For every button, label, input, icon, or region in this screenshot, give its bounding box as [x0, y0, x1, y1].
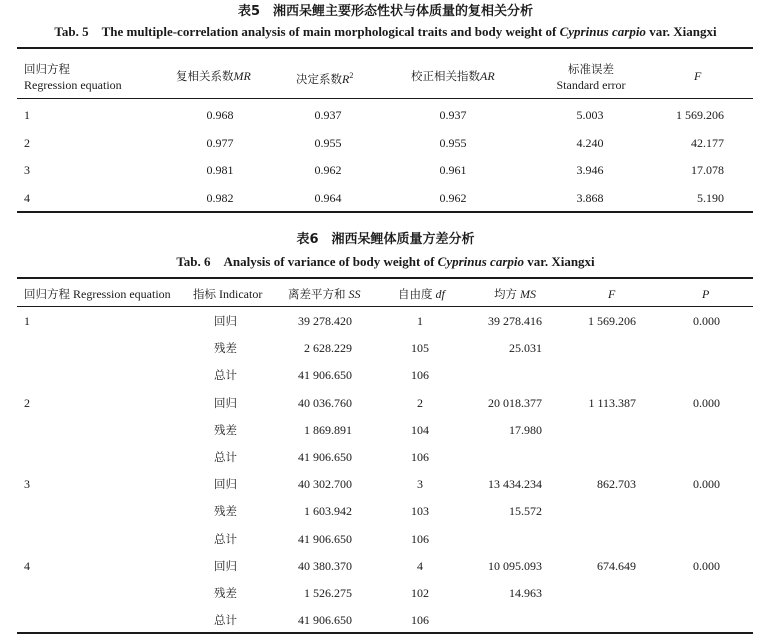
table6-cell-ss: 40 036.760: [298, 395, 352, 410]
table6-cell-df: 105: [411, 341, 429, 356]
table6-header-df: [398, 287, 445, 301]
table5-cell-r2: 0.937: [314, 108, 342, 122]
table6-header-ms: [494, 287, 536, 301]
table6-cell-f: 1 113.387: [588, 395, 636, 410]
table6-cell-df: 104: [411, 422, 429, 437]
table6-cell-df: 103: [411, 504, 429, 519]
table6-cell-ind: 残差: [214, 504, 237, 519]
table5-top-rule: [17, 47, 753, 49]
table5-cell-se: 5.003: [576, 108, 604, 122]
table6-cell-df: 2: [417, 395, 423, 410]
table5-header-r2-cn: 决定系数: [296, 72, 342, 86]
table6-caption-en: [0, 253, 771, 271]
table5-caption-en: [0, 23, 771, 41]
table5-cell-eq: 4: [24, 190, 30, 205]
table6-cell-ss: 41 906.650: [298, 368, 352, 383]
table6-header-indicator-en: Indicator: [219, 287, 263, 301]
table6-cell-ss: 1 603.942: [304, 504, 352, 519]
table6-cell-ss: 1 526.275: [304, 586, 352, 600]
table6-header-ms-cn: 均方: [494, 287, 517, 301]
table6-cell-df: 102: [411, 586, 429, 600]
table6-cell-ind: 残差: [214, 341, 237, 356]
table6-cell-f: 862.703: [597, 477, 636, 492]
table6-header-p: P: [702, 287, 710, 301]
table6-cell-ss: 40 380.370: [298, 558, 352, 573]
table5-header-mr-sym: MR: [233, 69, 251, 83]
table6-header-indicator-cn: 指标: [193, 287, 216, 301]
table6-cell-ss: 1 869.891: [304, 422, 352, 437]
table5-header-se-cn: 标准误差: [568, 62, 614, 76]
table5-header-mr: [176, 69, 251, 83]
table5-header-se: [546, 62, 636, 92]
table6-header-ss-sym: SS: [348, 287, 361, 301]
table5-header-r2-sup: 2: [349, 71, 354, 80]
table5-cell-f: 42.177: [691, 135, 724, 150]
table5-caption-en-post: var. Xiangxi: [645, 24, 717, 39]
table5-cell-ar: 0.955: [439, 135, 467, 150]
table6-cell-ms: 14.963: [509, 586, 542, 600]
table5-cell-f: 17.078: [691, 163, 724, 177]
table6-header-equation: [24, 287, 171, 301]
table5-header-equation: [24, 62, 122, 92]
table6-cell-ind: 回归: [214, 395, 237, 410]
table6-cell-ind: 回归: [214, 314, 237, 328]
table5-bottom-rule: [17, 211, 753, 213]
table6-header-indicator: [193, 287, 262, 301]
table6-cell-ss: 39 278.420: [298, 314, 352, 328]
table6-cell-p: 0.000: [693, 558, 720, 573]
table6-header-equation-cn: 回归方程: [24, 287, 70, 301]
table6-cell-ind: 残差: [214, 586, 237, 600]
table6-header-ss: [288, 287, 361, 301]
table5-cell-ar: 0.962: [439, 190, 467, 205]
table5-cell-mr: 0.981: [206, 163, 234, 177]
table5-cell-mr: 0.982: [206, 190, 234, 205]
table5-cell-ar: 0.961: [439, 163, 467, 177]
table6-cell-eq: 2: [24, 395, 30, 410]
table6-bottom-rule: [17, 632, 753, 634]
table6-header-f: F: [608, 287, 616, 301]
table5-cell-mr: 0.977: [206, 135, 234, 150]
table6-cell-ind: 回归: [214, 477, 237, 492]
table6-cell-ss: 40 302.700: [298, 477, 352, 492]
table5-cell-ar: 0.937: [439, 108, 467, 122]
table6-cell-ms: 17.980: [509, 422, 542, 437]
table6-cell-df: 3: [417, 477, 423, 492]
table5-header-equation-cn: 回归方程: [24, 62, 70, 76]
table6-caption-species: Cyprinus carpio: [437, 254, 524, 269]
table5-header-ar: [411, 69, 495, 83]
table6-cell-df: 106: [411, 368, 429, 383]
table5-cell-r2: 0.962: [314, 163, 342, 177]
table6-cell-ss: 41 906.650: [298, 450, 352, 464]
table5-cell-r2: 0.964: [314, 190, 342, 205]
table5-header-r2-sym: R: [342, 72, 350, 86]
table6-header-df-cn: 自由度: [398, 287, 433, 301]
table6-header-rule: [17, 306, 753, 307]
table5-header-f: F: [694, 69, 702, 83]
table6-top-rule: [17, 277, 753, 279]
table5-header-r2: [296, 69, 353, 86]
table5-cell-eq: 2: [24, 135, 30, 150]
table5-cell-se: 4.240: [576, 135, 604, 150]
table5-cell-f: 1 569.206: [676, 108, 724, 122]
table6-cell-ms: 10 095.093: [488, 558, 542, 573]
table5-header-ar-sym: AR: [480, 69, 495, 83]
table6-caption-cn: 表6 湘西呆鲤体质量方差分析: [296, 232, 475, 247]
table5-cell-f: 5.190: [697, 190, 724, 205]
table6-cell-ss: 41 906.650: [298, 531, 352, 546]
table5-cell-se: 3.868: [576, 190, 604, 205]
table6-caption-en-pre: Tab. 6 Analysis of variance of body weight of: [176, 254, 438, 269]
table6-cell-ms: 15.572: [509, 504, 542, 519]
table5-caption-cn: 表5 湘西呆鲤主要形态性状与体质量的复相关分析: [237, 4, 534, 19]
table6-cell-df: 106: [411, 531, 429, 546]
table6-cell-ss: 2 628.229: [304, 341, 352, 356]
table5-header-rule: [17, 98, 753, 99]
table6-header-df-sym: df: [435, 287, 445, 301]
table6-caption-en-post: var. Xiangxi: [524, 254, 595, 269]
table6-cell-eq: 3: [24, 477, 30, 492]
table6-cell-df: 4: [417, 558, 423, 573]
table5-cell-eq: 1: [24, 108, 30, 122]
table6-cell-ind: 总计: [214, 368, 237, 383]
table6-cell-p: 0.000: [693, 314, 720, 328]
table6-cell-eq: 4: [24, 558, 30, 573]
table6-header-ss-cn: 离差平方和: [288, 287, 346, 301]
table6-cell-ms: 39 278.416: [488, 314, 542, 328]
table6-cell-f: 674.649: [597, 558, 636, 573]
table6-cell-eq: 1: [24, 314, 30, 328]
table6-cell-ind: 回归: [214, 558, 237, 573]
table6-cell-ind: 总计: [214, 613, 237, 628]
table5-caption-species: Cyprinus carpio: [559, 24, 646, 39]
table6-header-equation-en: Regression equation: [73, 287, 171, 301]
table6-cell-ind: 总计: [214, 450, 237, 464]
table5-header-mr-cn: 复相关系数: [176, 69, 234, 83]
table6-cell-df: 106: [411, 450, 429, 464]
table5-header-ar-cn: 校正相关指数: [411, 69, 480, 83]
table5-cell-r2: 0.955: [314, 135, 342, 150]
table6-cell-df: 106: [411, 613, 429, 628]
table5-header-equation-en: Regression equation: [24, 78, 122, 92]
table6-cell-ss: 41 906.650: [298, 613, 352, 628]
table6-cell-df: 1: [417, 314, 423, 328]
table6-cell-p: 0.000: [693, 395, 720, 410]
table5-caption-en-pre: Tab. 5 The multiple-correlation analysis of main morphological traits and body weight of: [54, 24, 560, 39]
table6-cell-p: 0.000: [693, 477, 720, 492]
table6-cell-f: 1 569.206: [588, 314, 636, 328]
table6-cell-ind: 残差: [214, 422, 237, 437]
table5-cell-eq: 3: [24, 163, 30, 177]
table6-cell-ms: 13 434.234: [488, 477, 542, 492]
table6-cell-ms: 25.031: [509, 341, 542, 356]
table5-cell-se: 3.946: [576, 163, 604, 177]
table5-header-se-en: Standard error: [556, 78, 626, 92]
table6-cell-ind: 总计: [214, 531, 237, 546]
table5-cell-mr: 0.968: [206, 108, 234, 122]
table6-cell-ms: 20 018.377: [488, 395, 542, 410]
table6-header-ms-sym: MS: [520, 287, 536, 301]
